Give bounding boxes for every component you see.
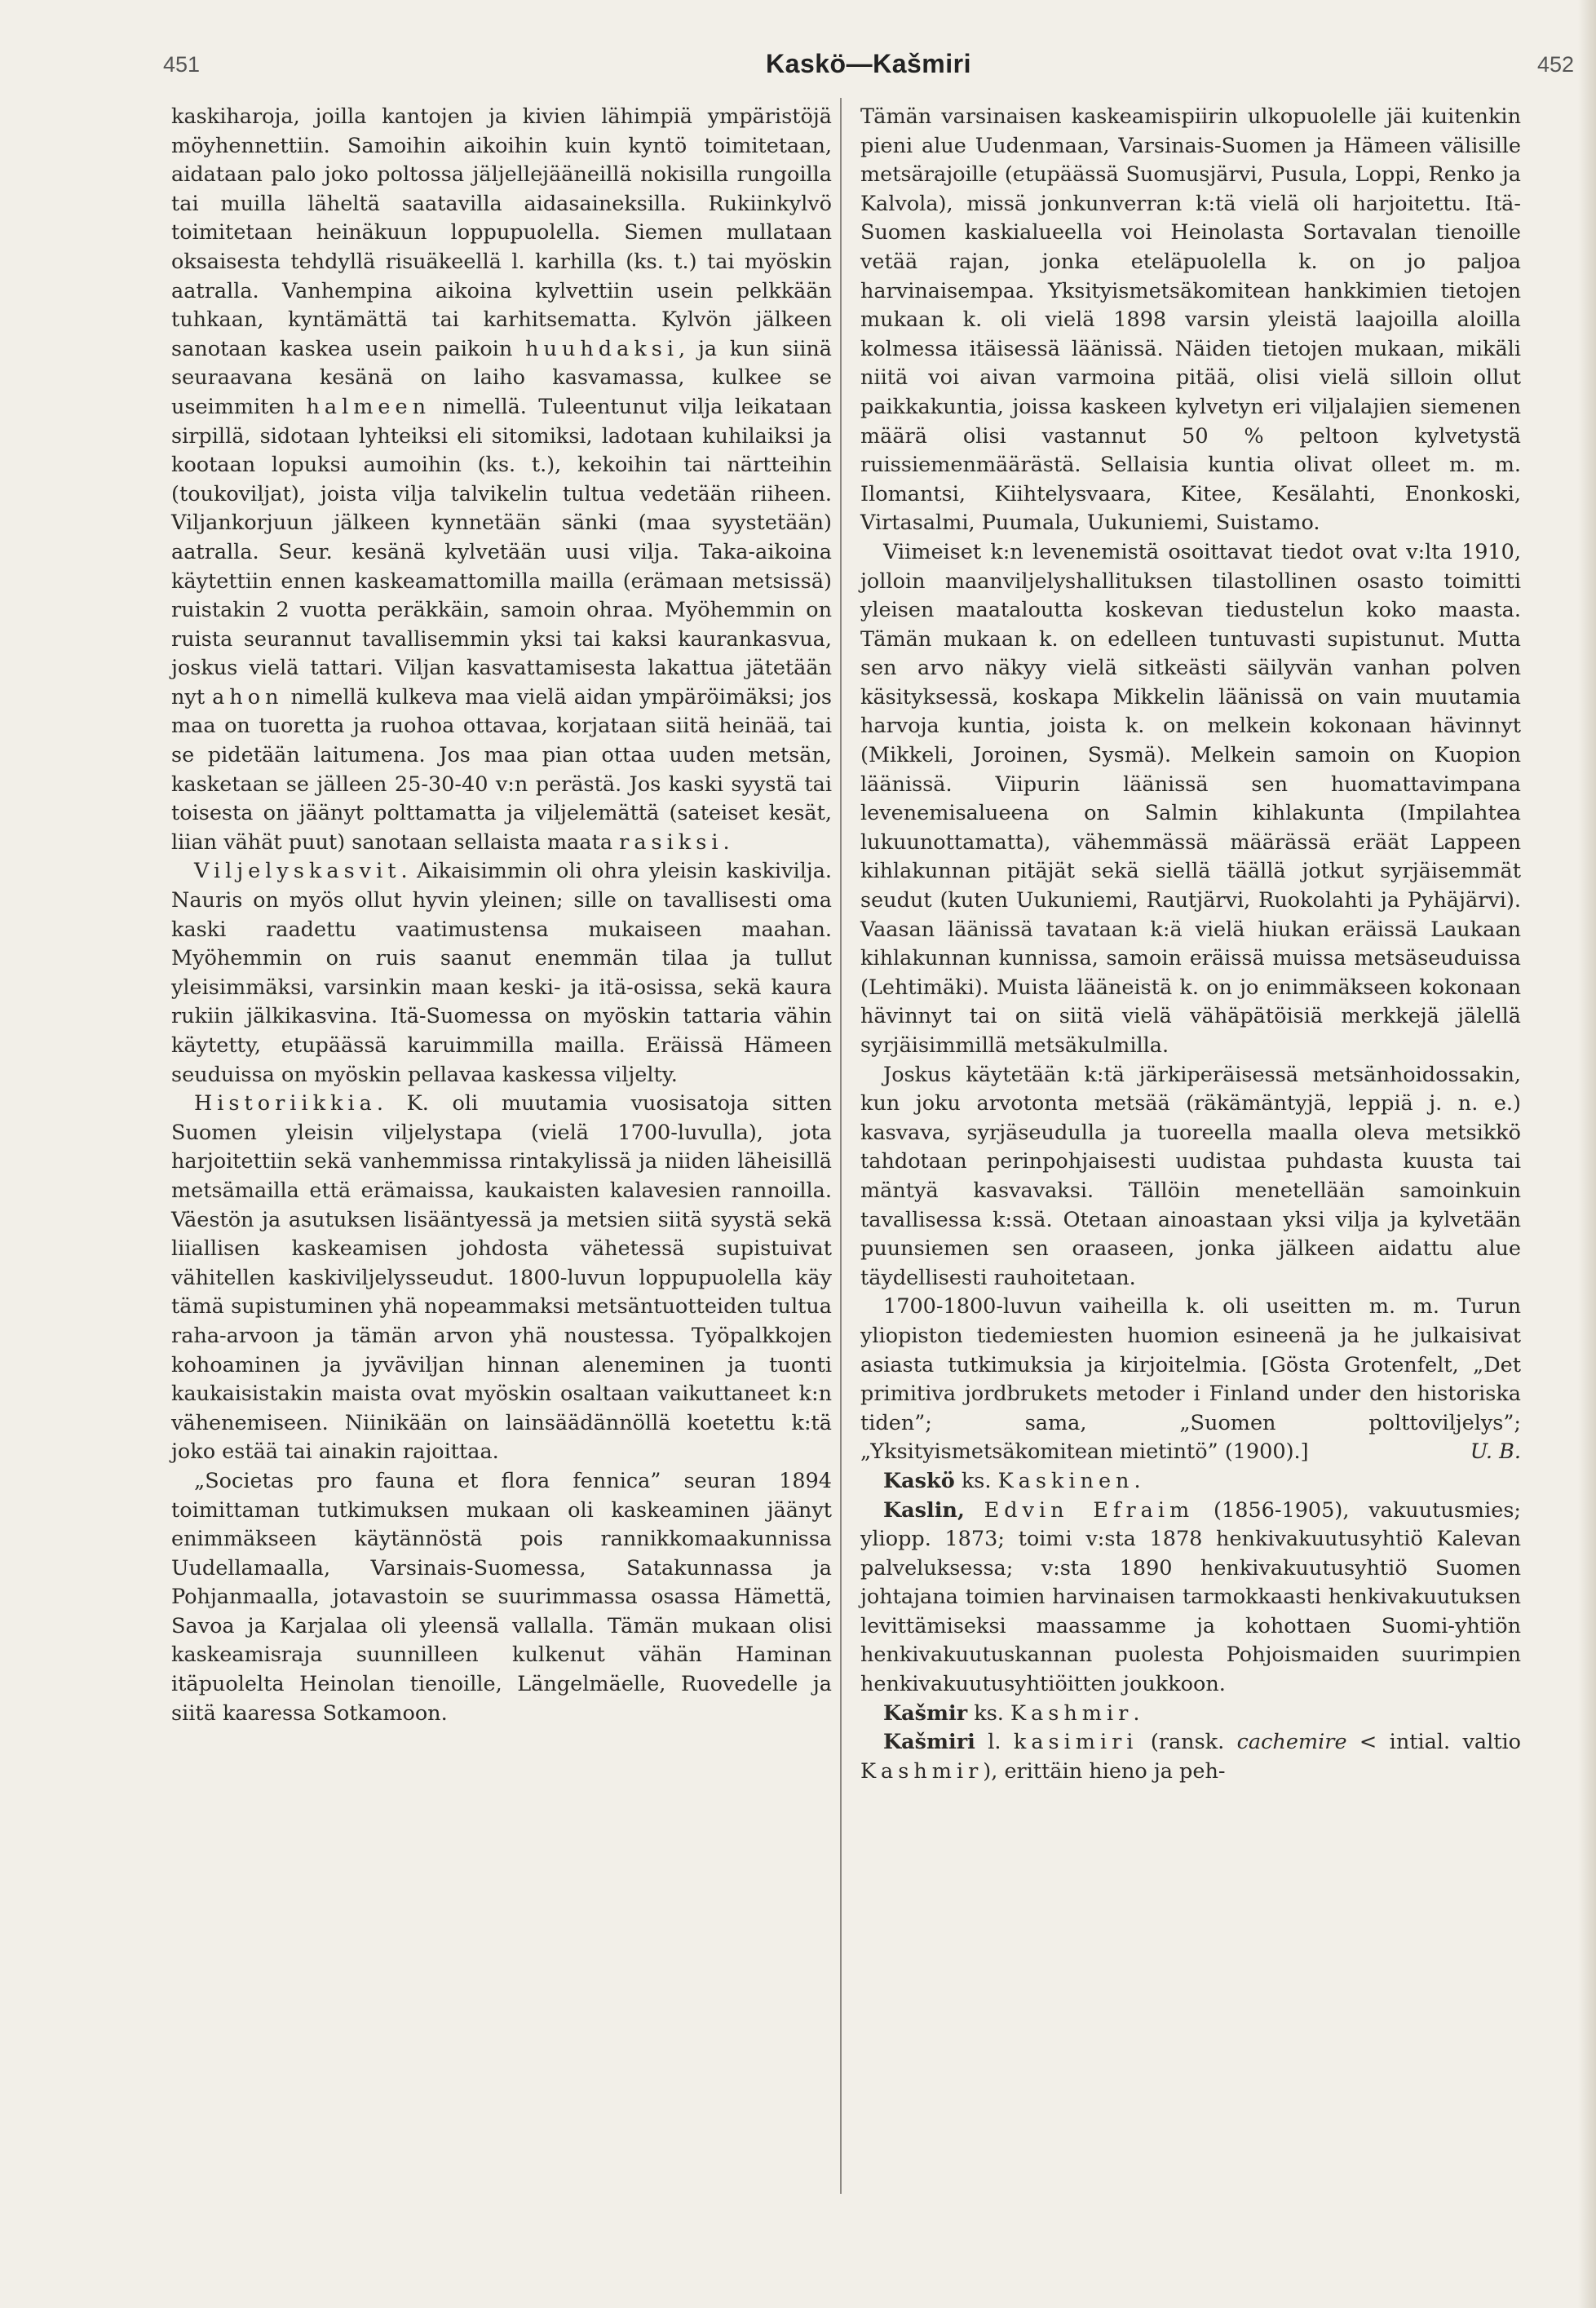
headword: Kašmir	[883, 1700, 968, 1726]
entry-kasko: Kaskö ks. Kaskinen.	[883, 1468, 1141, 1493]
paragraph: Viljelyskasvit. Aikaisimmin oli ohra yleisin kaskivilja. Nauris on myös ollut hyvin yleinen; sille on tavallisesti oma kaski raadettu vaatimustensa mukaiseen maahan. Myöhemmin on ruis saanut enemmän tilaa ja tullut yleisimmäksi, varsinkin maan keski- ja itä-osissa, sekä kaura rukiin jälkikasvina. Itä-Suomessa on myöskin tattaria vähin käytetty, etupäässä karuimmilla mailla. Eräissä Hämeen seuduissa on myöskin pellavaa kaskessa viljelty.	[171, 859, 832, 1087]
left-column	[171, 103, 832, 1728]
page-number-left: 451	[163, 52, 201, 77]
headword: Kašmiri	[883, 1730, 975, 1755]
paragraph: kaskiharoja, joilla kantojen ja kivien lähimpiä ympäristöjä möyhennettiin. Samoihin aikoihin kuin kyntö toimitetaan, aidataan palo joko poltossa jäljellejääneillä nokisilla rungoilla tai muilla läheltä saatavilla aidasaineksilla. Rukiinkylvö toimitetaan heinäkuun loppupuolella. Siemen mullataan oksaisesta tehdyllä risuäkeellä l. karhilla (ks. t.) tai myöskin aatralla. Vanhempina aikoina kylvettiin usein pelkkään tuhkaan, kyntämättä tai karhitsematta. Kylvön jälkeen sanotaan kaskea usein paikoin huuhdaksi, ja kun siinä seuraavana kesänä on laiho kasvamassa, kulkee se useimmiten halmeen nimellä. Tuleentunut vilja leikataan sirpillä, sidotaan lyhteiksi eli sitomiksi, ladotaan kuhilaiksi ja kootaan lopuksi aumoihin (ks. t.), kekoihin tai närtteihin (toukoviljat), joista vilja talvikelin tultua vedetään riiheen. Viljankorjuun jälkeen kynnetään sänki (maa syystetään) aatralla. Seur. kesänä kylvetään uusi vilja. Taka-aikoina käytettiin ennen kaskeamattomilla mailla (erämaan metsissä) ruistakin 2 vuotta peräkkäin, samoin ohraa. Myöhemmin on ruista seurannut tavallisemmin yksi tai kaksi kaurankasvua, joskus vielä tattari. Viljan kasvattamisesta lakattua jätetään nyt ahon nimellä kulkeva maa vielä aidan ympäröimäksi; jos maa on tuoretta ja ruohoa ottavaa, korjataan siitä heinää, tai se pidetään laitumena. Jos maa pian ottaa uuden metsän, kasketaan se jälleen 25-30-40 v:n perästä. Jos kaski syystä tai toisesta on jäänyt polttamatta ja viljelemättä (sateiset kesät, liian vähät puut) sanotaan sellaista maata rasiksi.	[171, 104, 833, 855]
entry-kaslin: Kaslin, Edvin Efraim (1856-1905), vakuutusmies; yliopp. 1873; toimi v:sta 1878 henkivakuutusyhtiö Kalevan palveluksessa; v:sta 1890 henkivakuutusyhtiö Suomen johtajana toimien harvinaisen tarmokkaasti henkivakuutuksen levittämiseksi maassamme ja kohottaen Suomi-yhtiön henkivakuutuskannan puolesta Pohjoismaiden suurimpien henkivakuutusyhtiöitten joukkoon.	[860, 1497, 1522, 1697]
headword: Kaslin,	[883, 1497, 965, 1523]
running-header	[163, 49, 1574, 86]
entry-kasmiri: Kašmiri l. kasimiri (ransk. cachemire < intial. valtio Kashmir), erittäin hieno ja peh-	[860, 1730, 1522, 1784]
paragraph: „Societas pro fauna et flora fennica” seuran 1894 toimittaman tutkimuksen mukaan oli kaskeaminen jäänyt enimmäkseen käytännöstä pois rannikkomaakunnissa Uudellamaalla, Varsinais-Suomessa, Satakunnassa ja Pohjanmaalla, jotavastoin se suurimmassa osassa Hämettä, Savoa ja Karjalaa oli yleensä vallalla. Tämän mukaan olisi kaskeamisraja suunnilleen kulkenut vähän Haminan itäpuolelta Heinolan tienoille, Längelmäelle, Ruovedelle ja siitä kaaressa Sotkamoon.	[171, 1468, 832, 1726]
running-title: Kaskö—Kašmiri	[766, 49, 971, 78]
paragraph: Viimeiset k:n levenemistä osoittavat tiedot ovat v:lta 1910, jolloin maanviljelyshallituksen tilastollinen osasto toimitti yleisen maataloutta koskevan tiedustelun koko maasta. Tämän mukaan k. on edelleen tuntuvasti supistunut. Mutta sen arvo näkyy vielä sitkeästi säilyvän vanhan polven käsityksessä, koskapa Mikkelin läänissä on vain muutamia harvoja kuntia, joista k. on melkein kokonaan hävinnyt (Mikkeli, Joroinen, Sysmä). Melkein samoin on Kuopion läänissä. Viipurin läänissä sen huomattavimpana levenemisalueena on Salmin kihlakunta (Impilahtea lukuunottamatta), vähemmässä määrässä eräät Lappeen kihlakunnan pitäjät sekä siellä täällä jotkut syrjäisemmät seudut (kuten Uukuniemi, Rautjärvi, Ruokolahti ja Pyhäjärvi). Vaasan läänissä tavataan k:ä vielä hiukan eräissä Laukaan kihlakunnan kunnissa, samoin eräissä muissa metsäseuduissa (Lehtimäki). Muista lääneistä k. on jo enimmäkseen kokonaan hävinnyt tai on siitä vielä vähäpätöisiä merkkejä jälellä syrjäisimmillä metsäkulmilla.	[860, 539, 1521, 1058]
signature: U. B.	[1470, 1439, 1521, 1465]
paragraph: Historiikkia. K. oli muutamia vuosisatoja sitten Suomen yleisin viljelystapa (vielä 1700-luvulla), jota harjoitettiin sekä vanhemmissa rintakylissä ja niiden läheisillä metsämailla että erämaissa, kaukaisten kalavesien rannoilla. Väestön ja asutuksen lisääntyessä ja metsien siitä syystä sekä liiallisen kaskeamisen johdosta vähetessä supistuivat vähitellen kaskiviljelysseudut. 1800-luvun loppupuolella käy tämä supistuminen yhä nopeammaksi metsäntuotteiden tultua raha-arvoon ja tämän arvon yhä noustessa. Työpalkkojen kohoaminen ja jyväviljan hinnan aleneminen ja tuonti kaukaisistakin maista ovat myöskin osaltaan vaikuttaneet k:n vähenemiseen. Niinikään on lainsäädännöllä koetettu k:tä joko estää tai ainakin rajoittaa.	[171, 1091, 832, 1465]
page-edge-shadow	[1578, 0, 1596, 2308]
paragraph: 1700-1800-luvun vaiheilla k. oli useitten m. m. Turun yliopiston tiedemiesten huomion esineenä ja he julkaisivat asiasta tutkimuksia ja kirjoitelmia. [Gösta Grotenfelt, „Det primitiva jordbrukets metoder i Finland under den historiska tiden”; sama, „Suomen polttoviljelys”; „Yksityismetsäkomitean mietintö” (1900).] U. B.	[860, 1293, 1521, 1467]
column-divider	[840, 98, 842, 2194]
right-column	[860, 103, 1521, 1786]
paragraph: Tämän varsinaisen kaskeamispiirin ulkopuolelle jäi kuitenkin pieni alue Uudenmaan, Varsinais-Suomen ja Hämeen välisille metsärajoille (etupäässä Suomusjärvi, Pusula, Loppi, Renko ja Kalvola), missä jonkunverran k:tä vielä oli harjoitettu. Itä-Suomen kaskialueella voi Heinolasta Sortavalan tienoille vetää rajan, jonka eteläpuolella k. on jo paljoa harvinaisempaa. Yksityismetsäkomitean hankkimien tietojen mukaan k. oli vielä 1898 varsin yleistä laajoilla aloilla kolmessa itäisessä läänissä. Näiden tietojen mukaan, mikäli niitä voi aivan varmoina pitää, olisi vielä silloin ollut paikkakuntia, joissa kaskeen kylvetyn eri viljalajien siemenen määrä olisi vastannut 50 % peltoon kylvetystä ruissiemenmäärästä. Sellaisia kuntia olivat olleet m. m. Ilomantsi, Kiihtelysvaara, Kitee, Kesälahti, Enonkoski, Virtasalmi, Puumala, Uukuniemi, Suistamo.	[860, 104, 1521, 536]
entry-kasmir: Kašmir ks. Kashmir.	[883, 1700, 1140, 1726]
headword: Kaskö	[883, 1468, 955, 1493]
page-number-right: 452	[1536, 52, 1574, 77]
paragraph: Joskus käytetään k:tä järkiperäisessä metsänhoidossakin, kun joku arvotonta metsää (räkämäntyjä, leppiä j. n. e.) kasvava, syrjäseudulla ja tuoreella maalla oleva metsikkö tahdotaan perinpohjaisesti uudistaa puhdasta kuusta tai mäntyä kasvavaksi. Tällöin menetellään samoinkuin tavallisessa k:ssä. Otetaan ainoastaan yksi vilja ja kylvetään puunsiemen sen oraaseen, jonka jälkeen aidattu alue täydellisesti rauhoitetaan.	[860, 1062, 1521, 1290]
